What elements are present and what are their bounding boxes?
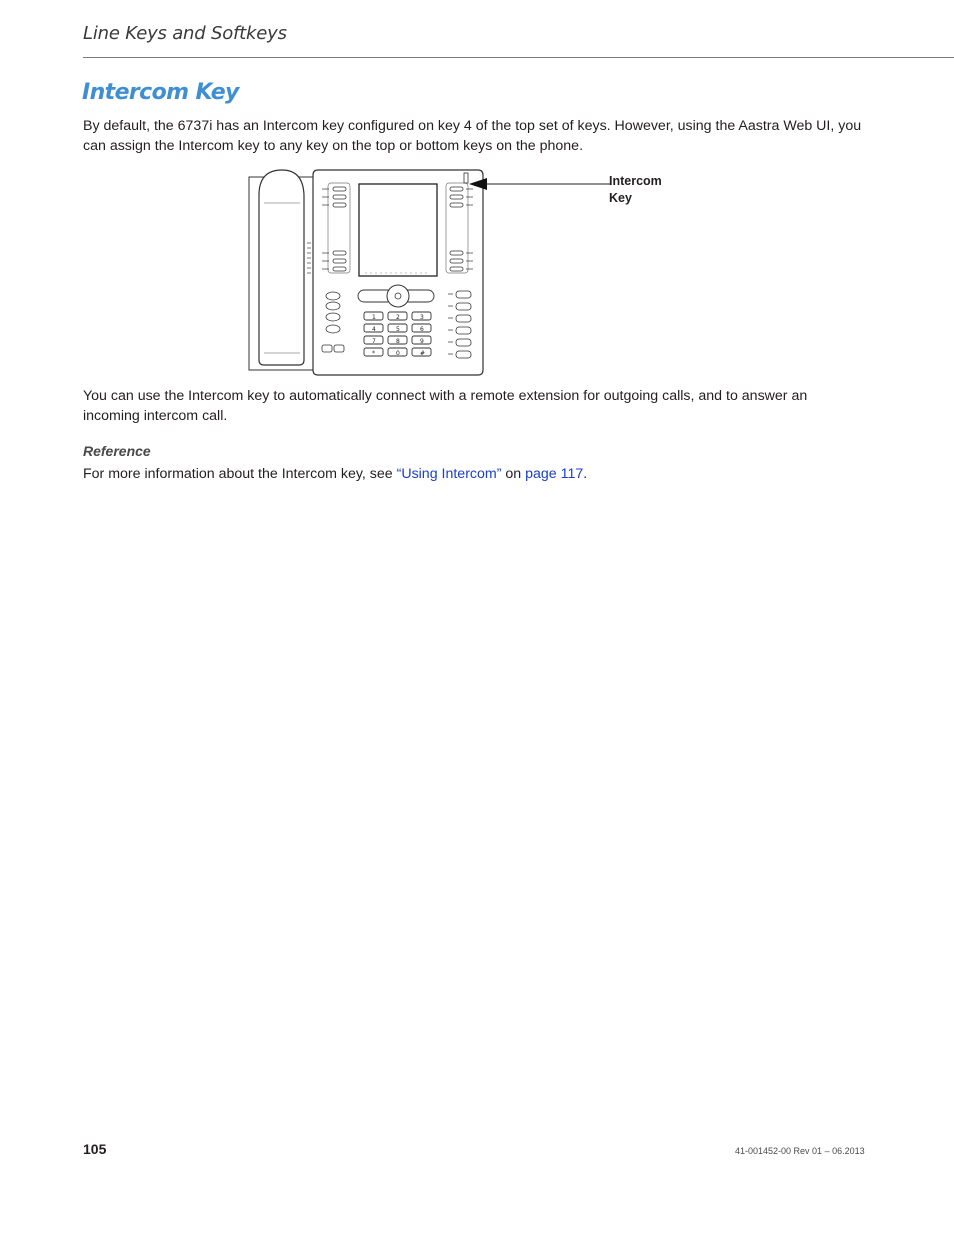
page-number: 105 — [83, 1141, 107, 1157]
usage-paragraph: You can use the Intercom key to automatically connect with a remote extension for outgoing calls, and to answer an incoming intercom call. — [83, 388, 808, 424]
reference-heading: Reference — [83, 443, 151, 459]
section-title: Intercom Key — [82, 80, 239, 105]
header-rule — [83, 57, 954, 58]
document-id: 41-001452-00 Rev 01 – 06.2013 — [735, 1146, 865, 1156]
keypad-key-label: 1 — [372, 314, 376, 321]
callout-line-1: Intercom — [609, 174, 662, 188]
running-header: Line Keys and Softkeys — [83, 23, 287, 44]
keypad-key-label: 5 — [396, 326, 400, 333]
intro-paragraph: By default, the 6737i has an Intercom key configured on key 4 of the top set of keys. However, using the Aastra Web UI, you can assign the Intercom key to any key on the top or bottom keys on the phone. — [83, 118, 862, 154]
callout-label — [609, 173, 679, 207]
keypad-key-label: 9 — [420, 338, 424, 345]
using-intercom-link[interactable]: “Using Intercom” — [396, 466, 502, 482]
keypad-key-label: 8 — [396, 338, 400, 345]
keypad-key-label: # — [420, 350, 426, 357]
keypad-key-label: 3 — [420, 314, 424, 321]
keypad-key-label: 6 — [420, 326, 424, 333]
reference-text-after: . — [583, 466, 588, 482]
keypad-key-label: * — [372, 350, 375, 357]
keypad-key-label: 4 — [372, 326, 376, 333]
reference-text-before: For more information about the Intercom key, see — [83, 466, 397, 482]
callout-line-2: Key — [609, 191, 632, 205]
page-117-link[interactable]: page 117 — [525, 466, 584, 482]
reference-paragraph — [83, 464, 873, 484]
keypad-key-label: 2 — [396, 314, 400, 321]
phone-figure — [240, 165, 680, 380]
keypad-key-label: 7 — [372, 338, 376, 345]
reference-text-middle: on — [501, 466, 526, 482]
keypad-key-label: 0 — [396, 350, 400, 357]
